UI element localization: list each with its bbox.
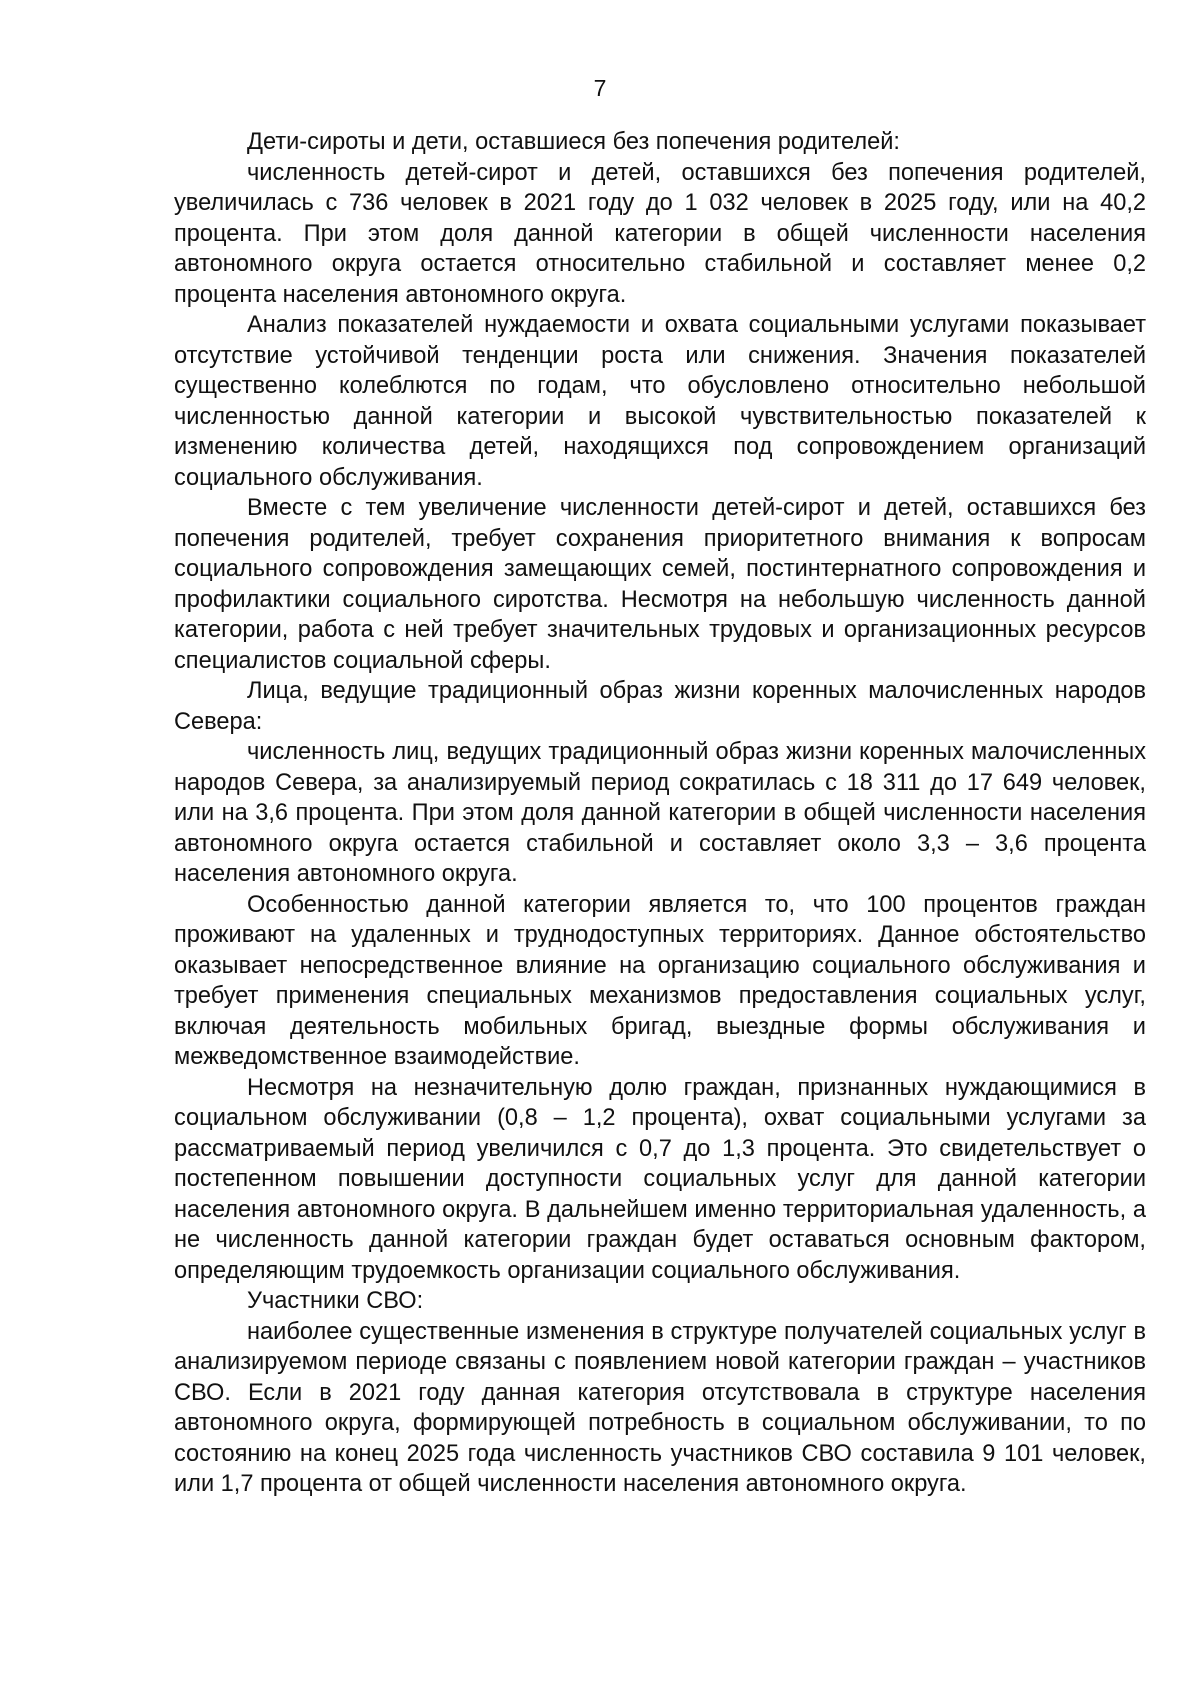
paragraph-orphans-heading: Дети-сироты и дети, оставшиеся без попечения родителей: <box>247 129 900 155</box>
paragraph-indigenous-coverage: Несмотря на незначительную долю граждан, признанных нуждающимися в социальном обслуживании (0,8 – 1,2 процента), охват социальными услугами за рассматриваемый период увеличился с 0,7 до 1,3 процента. Это свидетельствует о постепенном повышении доступности социальных услуг для данной категории населения автономного округа. В дальнейшем именно территориальная удаленность, а не численность данной категории граждан будет оставаться основным фактором, определяющим трудоемкость организации социального обслуживания. <box>174 1074 1146 1284</box>
paragraph-indigenous-heading: Лица, ведущие традиционный образ жизни коренных малочисленных народов Севера: <box>174 678 1146 735</box>
paragraph-svo-count: наиболее существенные изменения в структуре получателей социальных услуг в анализируемом периоде связаны с появлением новой категории граждан – участников СВО. Если в 2021 году данная категория отсутствовала в структуре населения автономного округа, формирующей потребность в социальном обслуживании, то по состоянию на конец 2025 года численность участников СВО составила 9 101 человек, или 1,7 процента от общей численности населения автономного округа. <box>174 1318 1146 1497</box>
paragraph-orphans-priority: Вместе с тем увеличение численности детей-сирот и детей, оставшихся без попечения родителей, требует сохранения приоритетного внимания к вопросам социального сопровождения замещающих семей, постинтернатного сопровождения и профилактики социального сиротства. Несмотря на небольшую численность данной категории, работа с ней требует значительных трудовых и организационных ресурсов специалистов социальной сферы. <box>174 495 1146 674</box>
paragraph-orphans-count: численность детей-сирот и детей, оставшихся без попечения родителей, увеличилась с 736 человек в 2021 году до 1 032 человек в 2025 году, или на 40,2 процента. При этом доля данной категории в общей численности населения автономного округа остается относительно стабильной и составляет менее 0,2 процента населения автономного округа. <box>174 159 1146 308</box>
paragraph-indigenous-remote: Особенностью данной категории является то, что 100 процентов граждан проживают на удаленных и труднодоступных территориях. Данное обстоятельство оказывает непосредственное влияние на организацию социального обслуживания и требует применения специальных механизмов предоставления социальных услуг, включая деятельность мобильных бригад, выездные формы обслуживания и межведомственное взаимодействие. <box>174 891 1146 1070</box>
document-body <box>174 127 1146 1500</box>
paragraph-indigenous-count: численность лиц, ведущих традиционный образ жизни коренных малочисленных народов Севера, за анализируемый период сократилась с 18 311 до 17 649 человек, или на 3,6 процента. При этом доля данной категории в общей численности населения автономного округа остается стабильной и составляет около 3,3 – 3,6 процента населения автономного округа. <box>174 739 1146 887</box>
paragraph-svo-heading: Участники СВО: <box>247 1288 424 1314</box>
page-number: 7 <box>593 75 607 101</box>
paragraph-orphans-analysis: Анализ показателей нуждаемости и охвата социальными услугами показывает отсутствие устойчивой тенденции роста или снижения. Значения показателей существенно колеблются по годам, что обусловлено относительно небольшой численностью данной категории и высокой чувствительностью показателей к изменению количества детей, находящихся под сопровождением организаций социального обслуживания. <box>174 312 1146 491</box>
